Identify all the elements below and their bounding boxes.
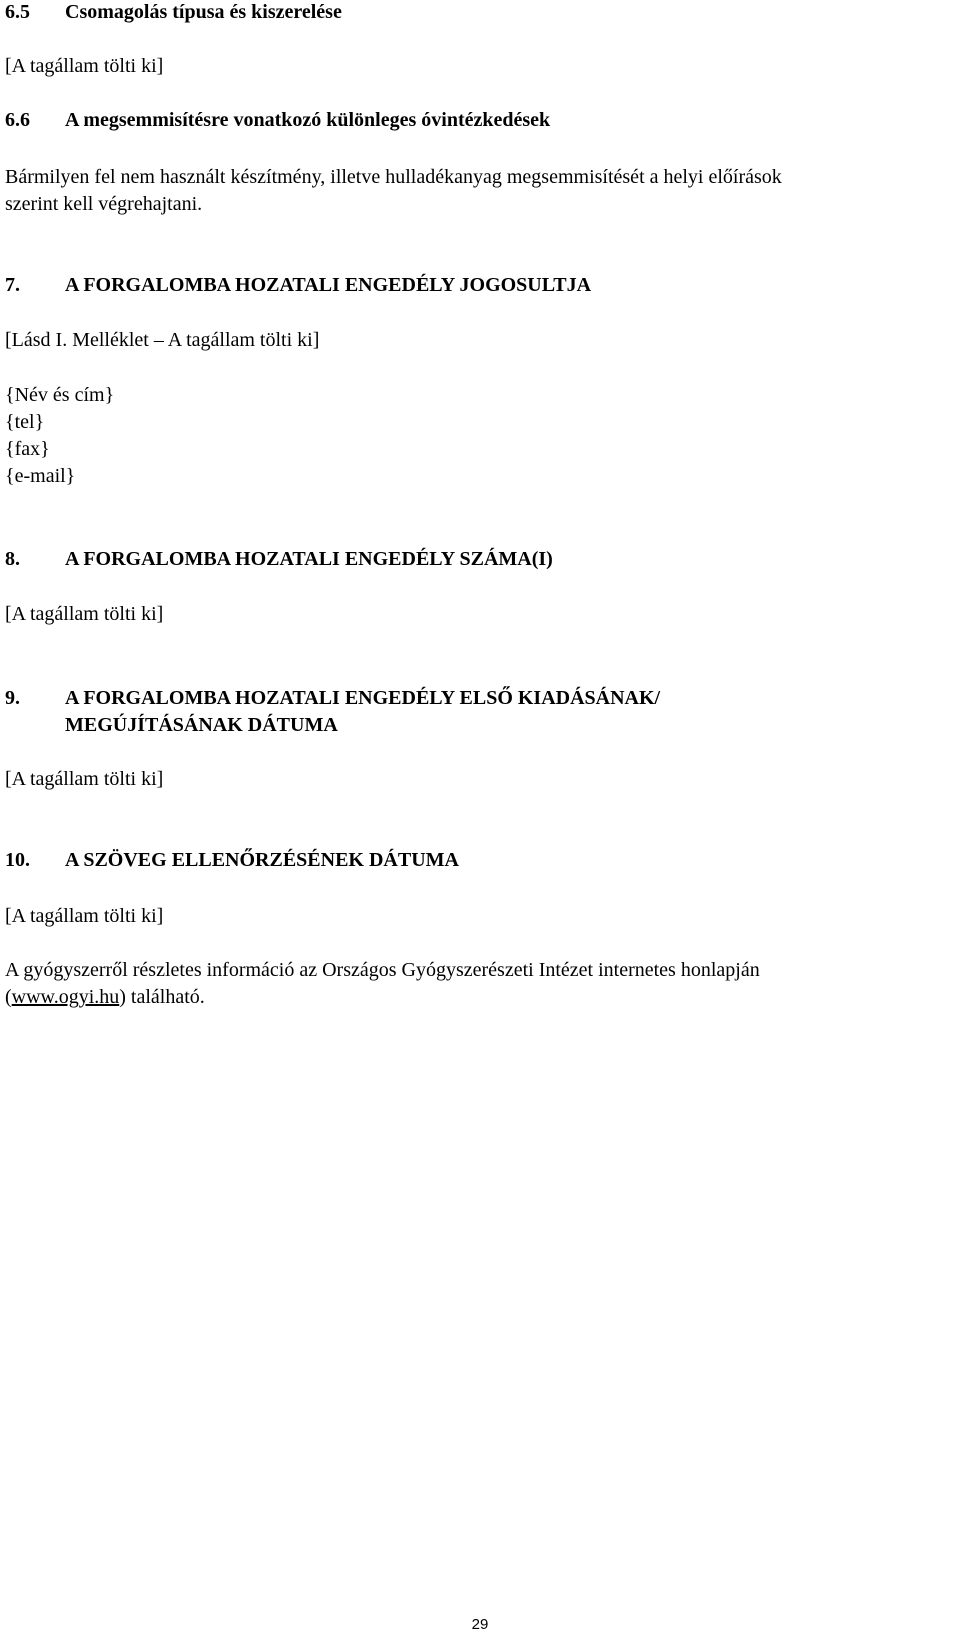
reference-text-7: [Lásd I. Melléklet – A tagállam tölti ki] — [5, 329, 320, 351]
field-fax: {fax} — [5, 438, 50, 460]
heading-text: A FORGALOMBA HOZATALI ENGEDÉLY SZÁMA(I) — [65, 548, 553, 570]
heading-text: A SZÖVEG ELLENŐRZÉSÉNEK DÁTUMA — [65, 849, 459, 871]
info-note-line-1: A gyógyszerről részletes információ az Országos Gyógyszerészeti Intézet internetes honlapján — [5, 959, 760, 981]
heading-text: A FORGALOMBA HOZATALI ENGEDÉLY ELSŐ KIADÁSÁNAK/ — [65, 687, 661, 709]
paragraph-6-6-line-1: Bármilyen fel nem használt készítmény, illetve hulladékanyag megsemmisítését a helyi előírások — [5, 166, 782, 188]
heading-number: 6.6 — [5, 109, 30, 131]
heading-6-5 — [5, 0, 342, 26]
website-link[interactable]: www.ogyi.hu — [11, 986, 120, 1008]
heading-6-6 — [5, 106, 550, 134]
placeholder-text-9: [A tagállam tölti ki] — [5, 768, 164, 790]
heading-number: 7. — [5, 274, 20, 296]
field-name-address: {Név és cím} — [5, 384, 115, 406]
heading-number: 6.5 — [5, 1, 30, 23]
placeholder-text-6-5: [A tagállam tölti ki] — [5, 55, 164, 77]
heading-number: 10. — [5, 849, 30, 871]
heading-number: 9. — [5, 687, 20, 709]
heading-8 — [5, 545, 553, 573]
heading-9 — [5, 684, 660, 712]
page-number: 29 — [471, 1616, 489, 1633]
heading-7 — [5, 271, 591, 299]
heading-text: A FORGALOMBA HOZATALI ENGEDÉLY JOGOSULTJA — [65, 274, 592, 296]
field-tel: {tel} — [5, 411, 45, 433]
placeholder-text-10: [A tagállam tölti ki] — [5, 905, 164, 927]
heading-number: 8. — [5, 548, 20, 570]
open-paren: ( — [5, 986, 12, 1008]
placeholder-text-8: [A tagállam tölti ki] — [5, 603, 164, 625]
info-note-line-2 — [5, 983, 205, 1011]
heading-9-continuation: MEGÚJÍTÁSÁNAK DÁTUMA — [65, 714, 338, 736]
field-email: {e-mail} — [5, 465, 76, 487]
link-suffix: ) található. — [119, 986, 205, 1008]
paragraph-6-6-line-2: szerint kell végrehajtani. — [5, 193, 203, 215]
heading-text: A megsemmisítésre vonatkozó különleges óvintézkedések — [65, 109, 551, 131]
heading-text: Csomagolás típusa és kiszerelése — [65, 1, 342, 23]
heading-10 — [5, 846, 459, 874]
